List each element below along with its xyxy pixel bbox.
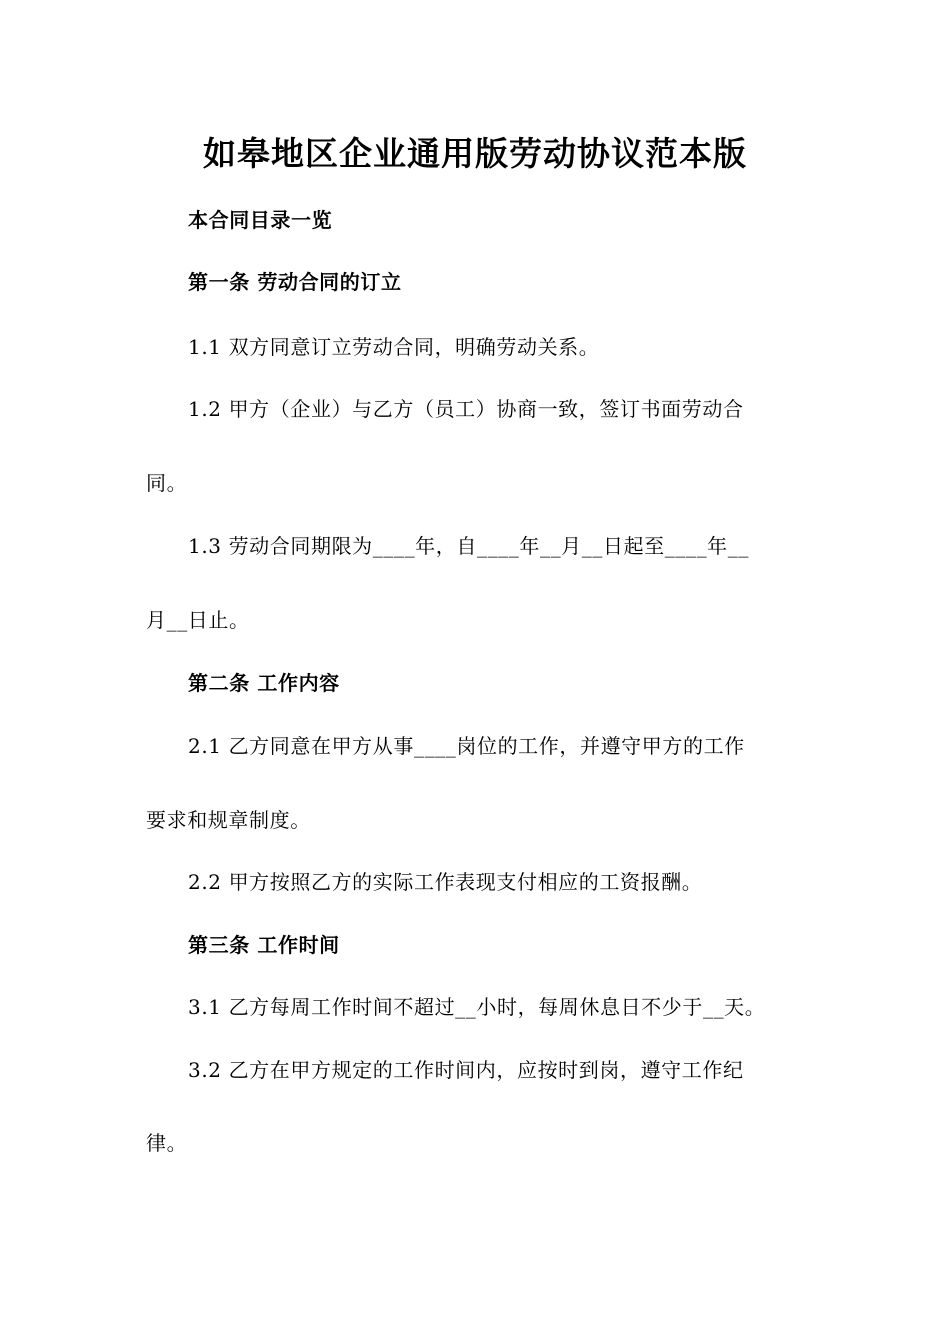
clause-text: 2.1 乙方同意在甲方从事____岗位的工作，并遵守甲方的工作	[188, 734, 745, 758]
clause-text: 1.3 劳动合同期限为____年，自____年__月__日起至____年__	[188, 534, 749, 558]
clause-text: 2.2 甲方按照乙方的实际工作表现支付相应的工资报酬。	[188, 870, 703, 894]
clause-text-continuation: 律。	[146, 1131, 188, 1155]
clause-text-continuation: 要求和规章制度。	[146, 808, 311, 832]
clause-text: 3.2 乙方在甲方规定的工作时间内，应按时到岗，遵守工作纪	[188, 1058, 744, 1082]
section-heading: 第二条 工作内容	[188, 671, 340, 695]
clause-text-continuation: 同。	[146, 471, 188, 495]
section-heading: 第一条 劳动合同的订立	[188, 270, 402, 294]
clause-text: 1.2 甲方（企业）与乙方（员工）协商一致，签订书面劳动合	[188, 397, 744, 421]
section-heading: 第三条 工作时间	[188, 933, 340, 957]
document-title: 如皋地区企业通用版劳动协议范本版	[203, 134, 747, 173]
toc-heading: 本合同目录一览	[188, 208, 333, 232]
clause-text: 1.1 双方同意订立劳动合同，明确劳动关系。	[188, 335, 600, 359]
clause-text: 3.1 乙方每周工作时间不超过__小时，每周休息日不少于__天。	[188, 995, 766, 1019]
clause-text-continuation: 月__日止。	[146, 608, 250, 632]
